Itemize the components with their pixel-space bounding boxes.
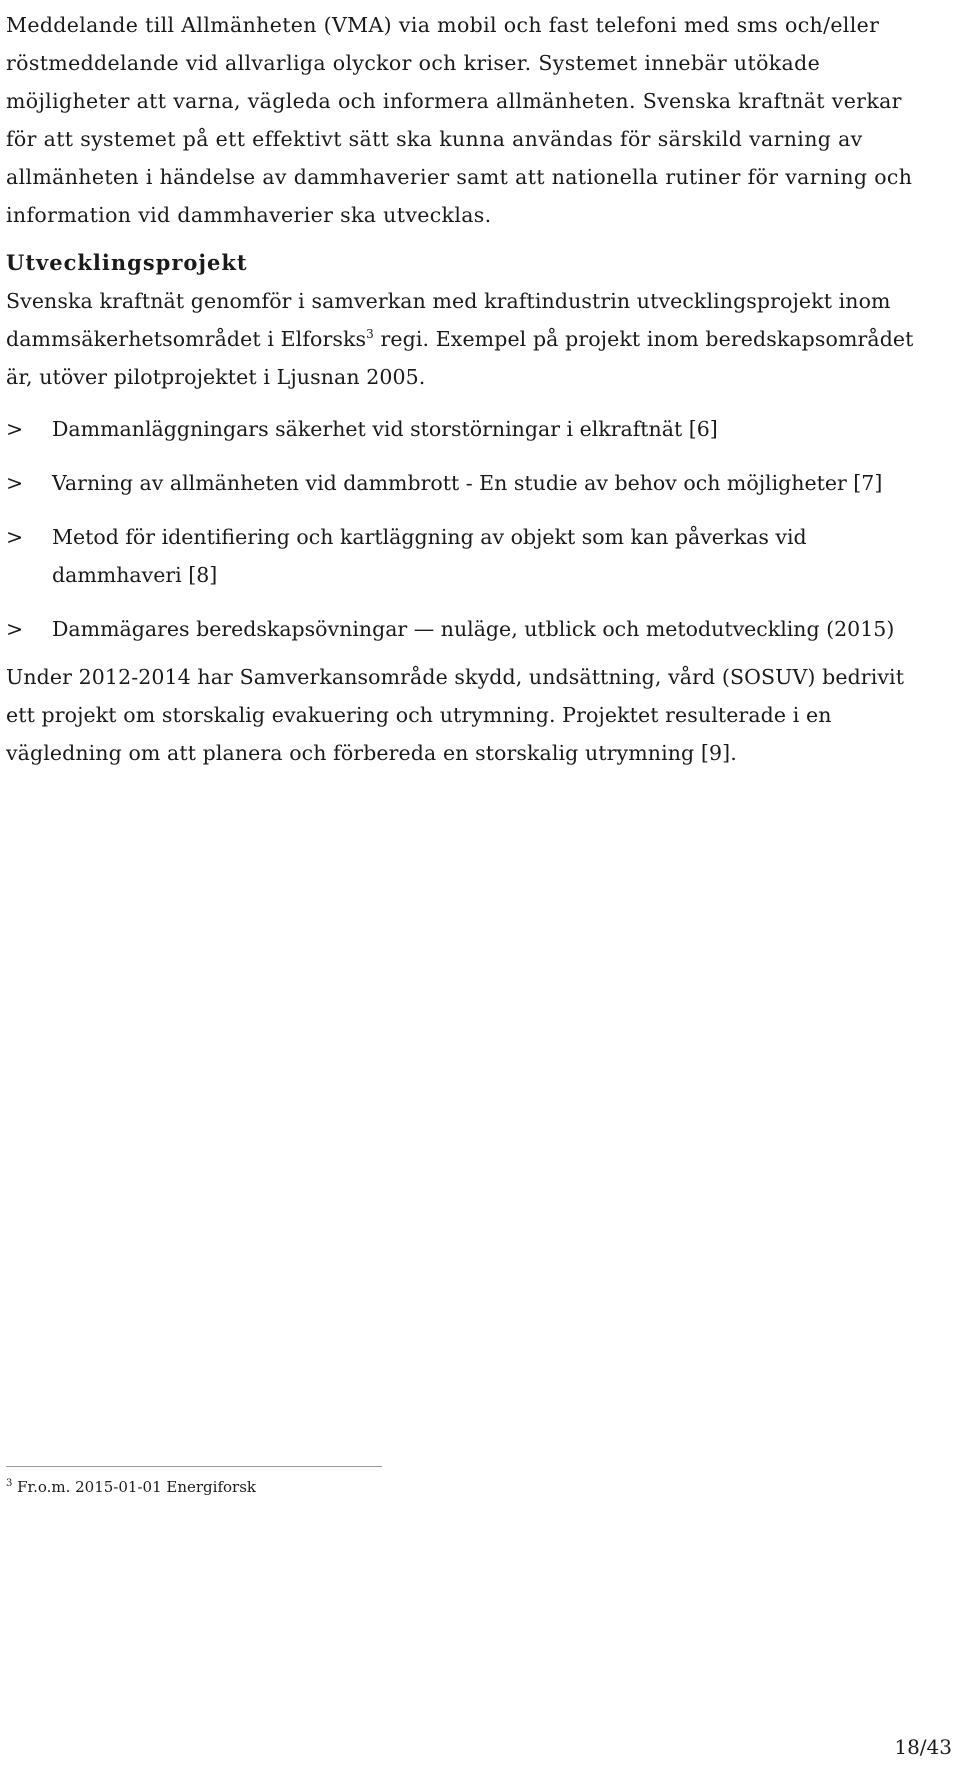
footnote-number: 3 bbox=[6, 1478, 13, 1489]
list-item-text: Varning av allmänheten vid dammbrott - En studie av behov och möjligheter [7] bbox=[52, 471, 883, 495]
section-paragraph bbox=[6, 282, 936, 396]
footnote-text: Fr.o.m. 2015-01-01 Energiforsk bbox=[12, 1478, 256, 1496]
footnote-divider bbox=[6, 1466, 382, 1467]
section-body-start: Svenska kraftnät genomför i samverkan med kraftindustrin utvecklingsprojekt inom dammsäkerhetsområdet i Elforsks bbox=[6, 289, 891, 351]
list-item bbox=[6, 610, 936, 648]
list-item-text: Dammägares beredskapsövningar — nuläge, utblick och metodutveckling (2015) bbox=[52, 617, 895, 641]
list-item bbox=[6, 410, 936, 448]
intro-paragraph: Meddelande till Allmänheten (VMA) via mobil och fast telefoni med sms och/eller röstmeddelande vid allvarliga olyckor och kriser. Systemet innebär utökade möjligheter att varna, vägleda och informera allmänheten. Svenska kraftnät verkar för att systemet på ett effektivt sätt ska kunna användas för särskild varning av allmänheten i händelse av dammhaverier samt att nationella rutiner för varning och information vid dammhaverier ska utvecklas. bbox=[6, 13, 913, 227]
list-item bbox=[6, 464, 936, 502]
bullet-marker: > bbox=[6, 525, 24, 549]
bullet-marker: > bbox=[6, 471, 24, 495]
closing-paragraph: Under 2012-2014 har Samverkansområde skydd, undsättning, vård (SOSUV) bedrivit ett projekt om storskalig evakuering och utrymning. Projektet resulterade i en vägledning om att planera och förbereda en storskalig utrymning [9]. bbox=[6, 665, 905, 765]
section-heading: Utvecklingsprojekt bbox=[6, 250, 248, 275]
section-body-end: regi. Exempel på projekt inom beredskapsområdet är, utöver pilotprojektet i Ljusnan 2005. bbox=[6, 327, 914, 389]
project-list bbox=[6, 410, 936, 648]
list-item bbox=[6, 518, 936, 594]
document-page bbox=[6, 0, 936, 772]
list-item-text: Metod för identifiering och kartläggning av objekt som kan påverkas vid dammhaveri [8] bbox=[52, 525, 807, 587]
list-item-text: Dammanläggningars säkerhet vid storstörningar i elkraftnät [6] bbox=[52, 417, 718, 441]
bullet-marker: > bbox=[6, 617, 24, 641]
bullet-marker: > bbox=[6, 417, 24, 441]
page-number: 18/43 bbox=[894, 1735, 952, 1759]
footnote-reference: 3 bbox=[366, 327, 374, 342]
footnote bbox=[6, 1476, 256, 1498]
